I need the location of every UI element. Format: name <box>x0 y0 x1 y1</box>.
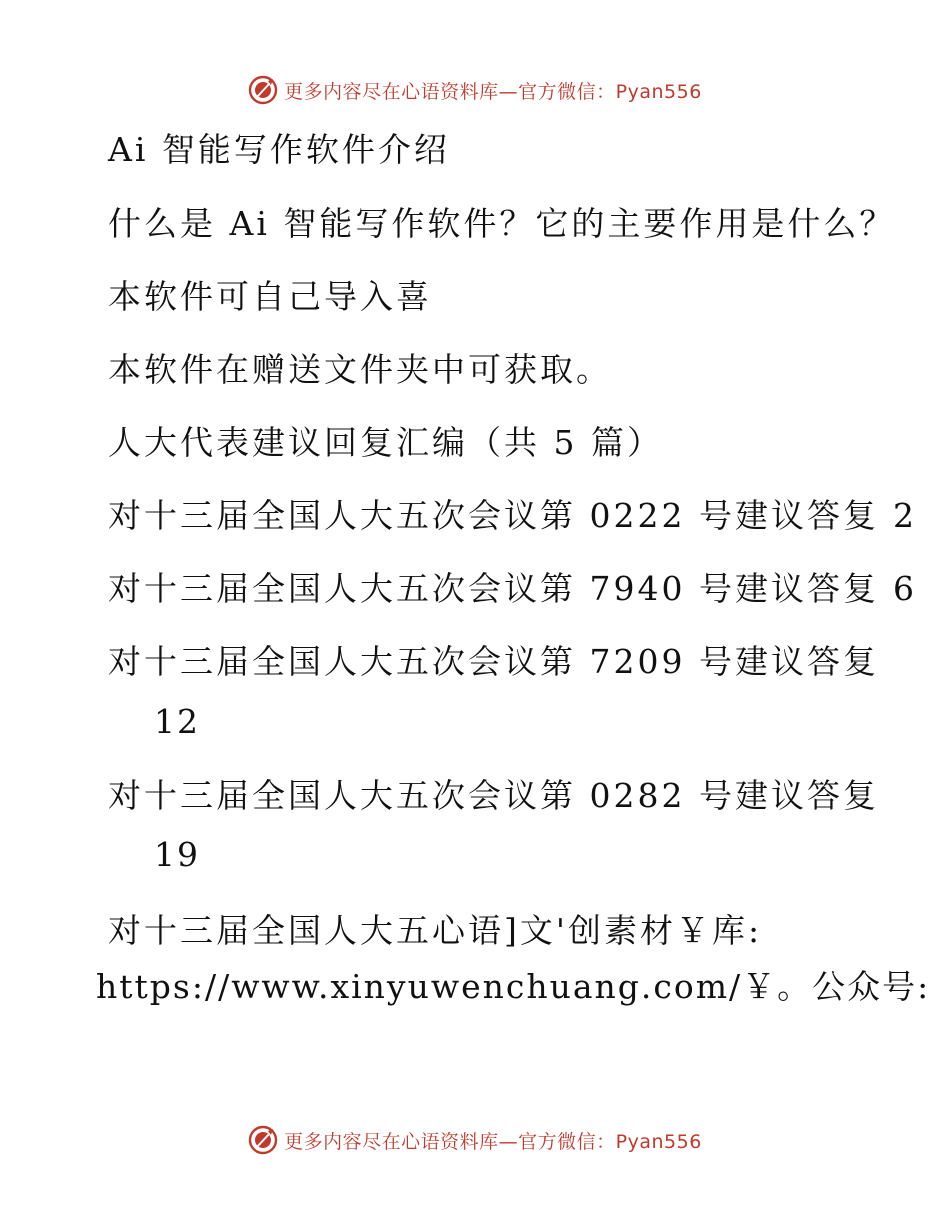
doc-last-line: 对十三届全国人大五心语]文'创素材￥库: <box>108 911 763 950</box>
doc-title: Ai 智能写作软件介绍 <box>108 130 450 169</box>
doc-section-heading: 人大代表建议回复汇编（共 5 篇） <box>108 423 663 462</box>
banner-handle: Pyan556 <box>615 80 702 103</box>
banner-label: 更多内容尽在心语资料库—官方微信： <box>284 1130 616 1153</box>
toc-entry-page: 2 <box>892 496 917 535</box>
quill-seal-icon <box>248 1125 278 1155</box>
quill-seal-icon <box>248 75 278 105</box>
toc-entry-3 <box>108 637 879 687</box>
banner-text <box>284 77 702 104</box>
toc-entry-title: 对十三届全国人大五次会议第 0222 号建议答复 <box>108 496 879 535</box>
doc-paragraph-import: 本软件可自己导入喜 <box>108 277 432 316</box>
toc-entry-page: 6 <box>892 569 917 608</box>
toc-entry-4-page: 19 <box>154 835 200 874</box>
banner-text <box>284 1127 702 1154</box>
doc-paragraph-folder: 本软件在赠送文件夹中可获取。 <box>108 350 612 389</box>
toc-entry-2 <box>108 564 917 614</box>
toc-entry-title: 对十三届全国人大五次会议第 7209 号建议答复 <box>108 642 879 681</box>
toc-entry-1 <box>108 491 917 541</box>
toc-entry-4 <box>108 771 879 821</box>
doc-question: 什么是 Ai 智能写作软件？它的主要作用是什么？ <box>108 204 896 243</box>
doc-url-line: https://www.xinyuwenchuang.com/￥。公众号: <box>96 967 931 1006</box>
banner-handle: Pyan556 <box>615 1130 702 1153</box>
toc-entry-title: 对十三届全国人大五次会议第 0282 号建议答复 <box>108 776 879 815</box>
header-banner <box>0 70 950 110</box>
toc-entry-title: 对十三届全国人大五次会议第 7940 号建议答复 <box>108 569 879 608</box>
toc-entry-3-page: 12 <box>154 702 200 741</box>
footer-banner <box>0 1120 950 1160</box>
banner-label: 更多内容尽在心语资料库—官方微信： <box>284 80 616 103</box>
